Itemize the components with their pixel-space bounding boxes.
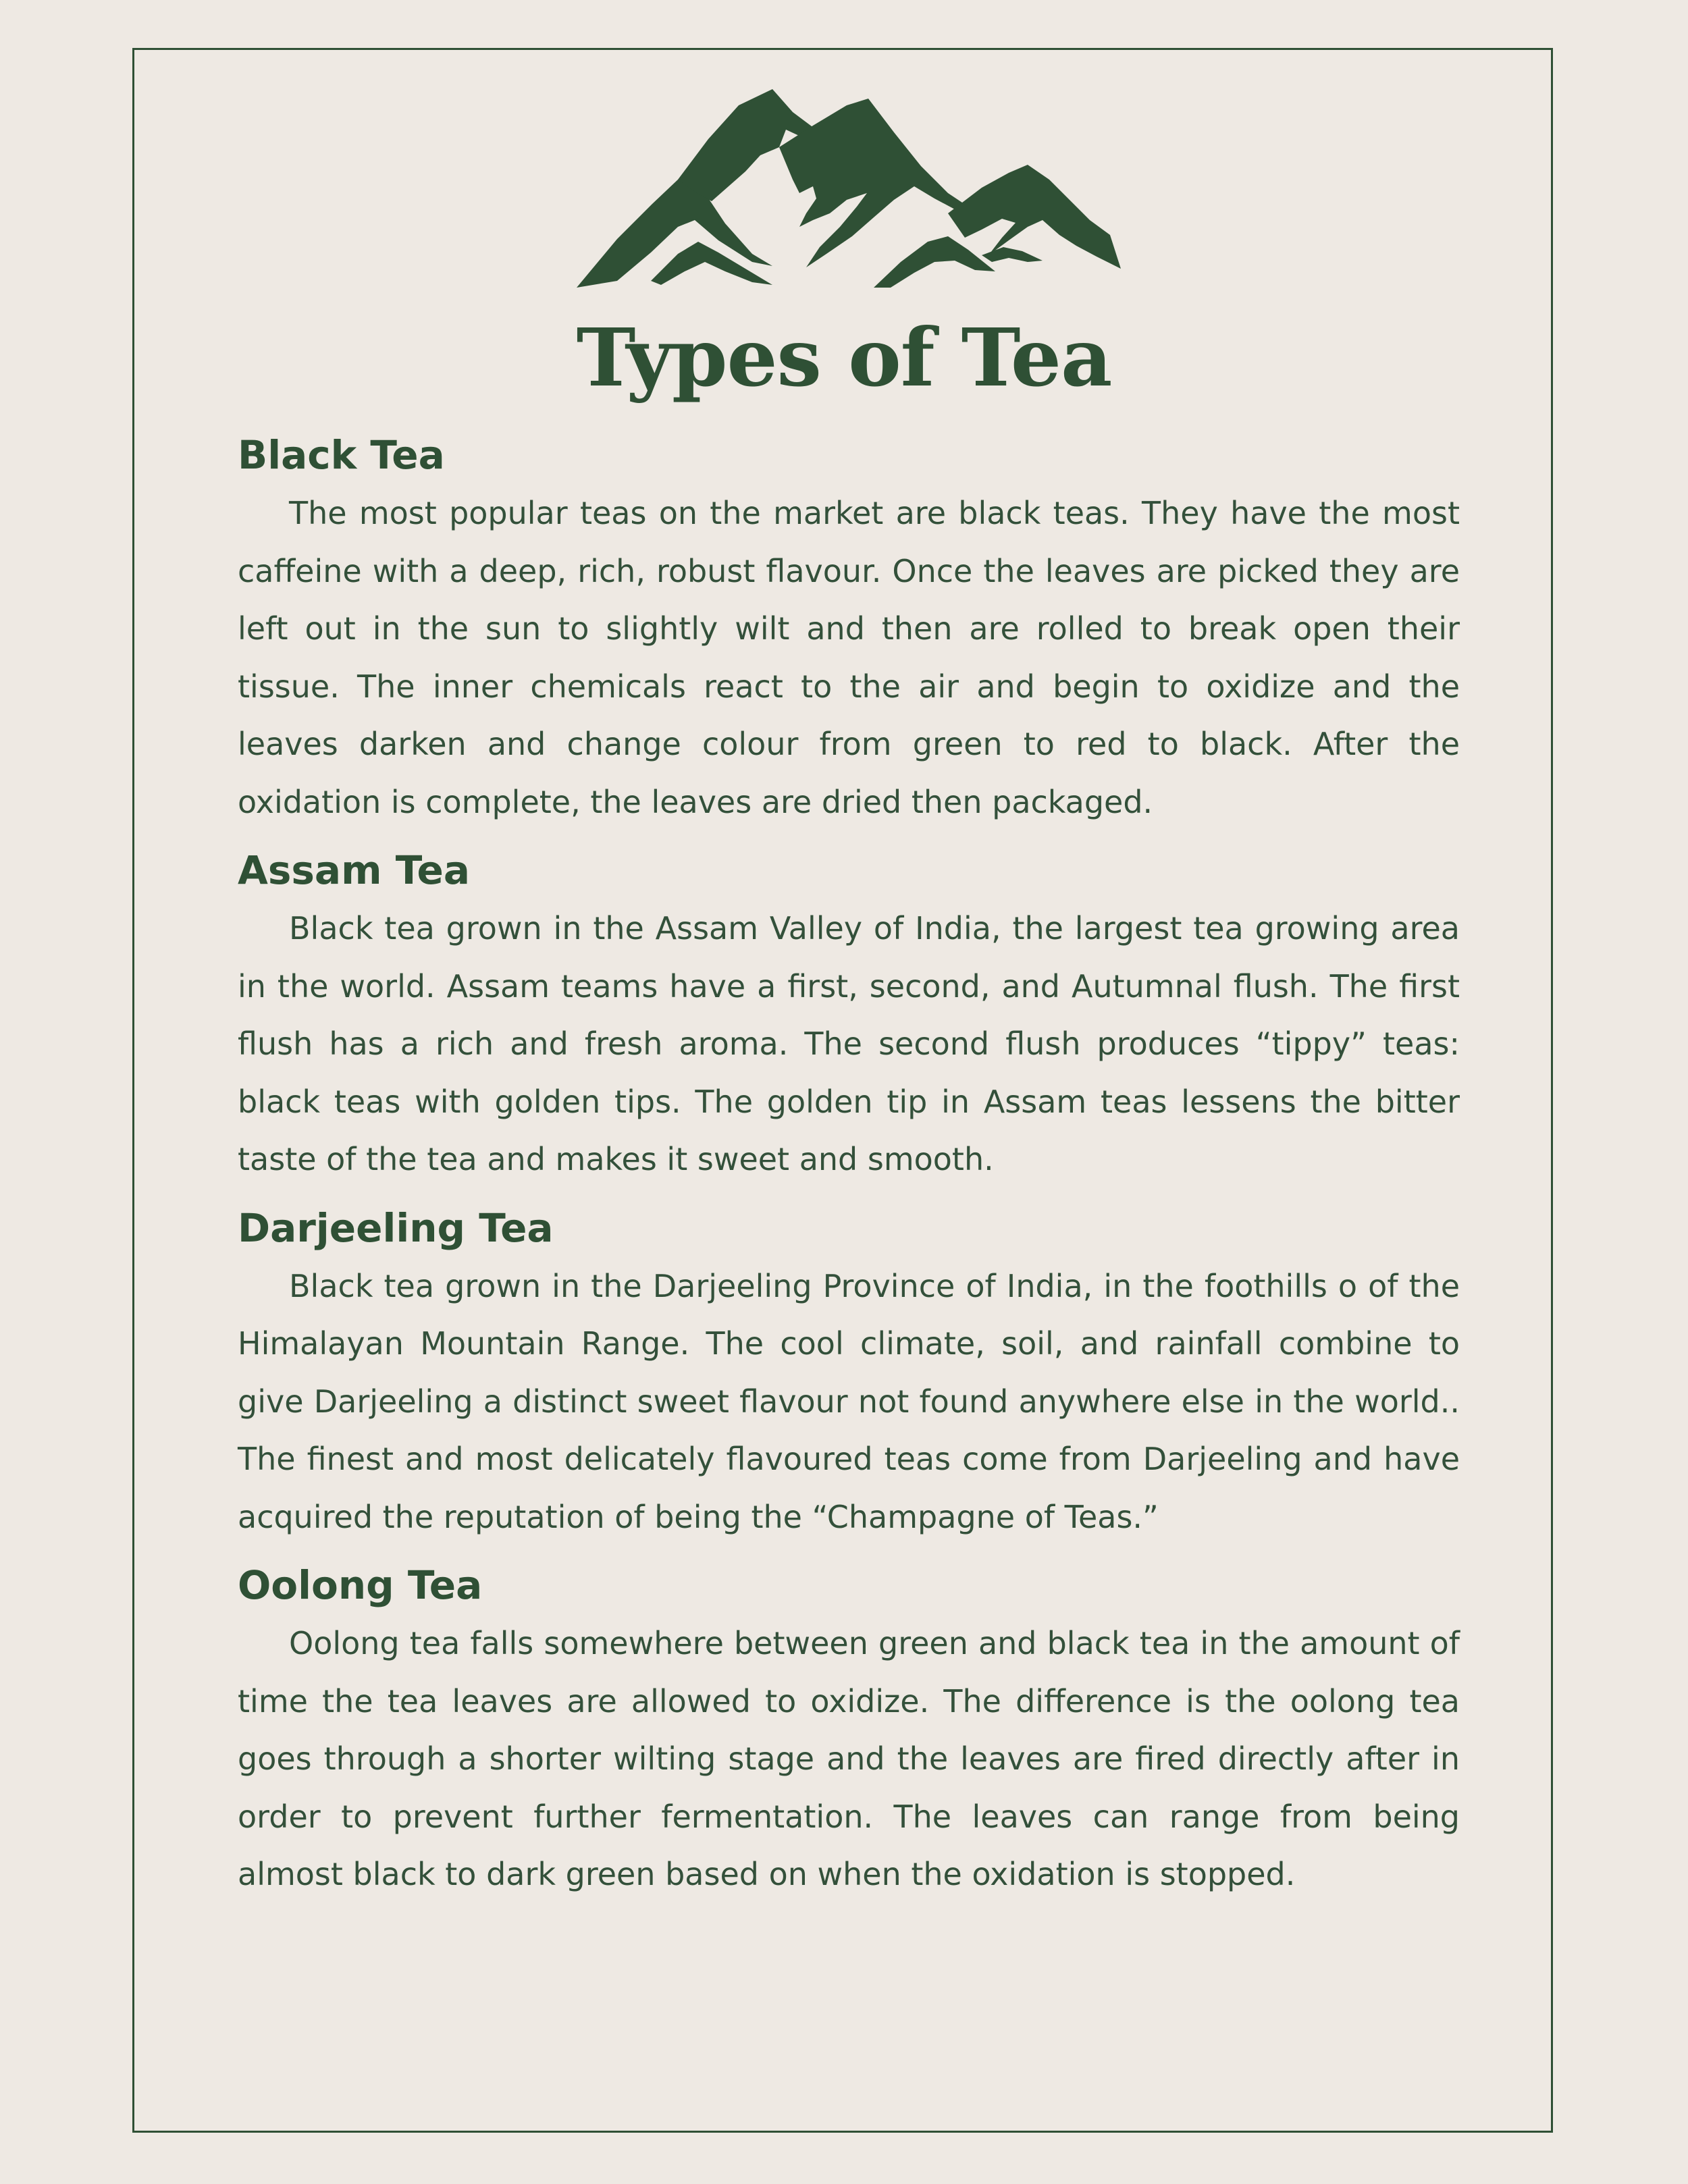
section-body: Oolong tea falls somewhere between green and black tea in the amount of time the tea leaves are allowed to oxidize. The difference is the oolong tea goes through a shorter wilting stage and the leaves are fired directly after in order to prevent further fermentation. The leaves can range from being almost black to dark green based on when the oxidation is stopped. [238,1625,1460,1892]
section-body: Black tea grown in the Assam Valley of India, the largest tea growing area in the world. Assam teams have a first, second, and Autumnal flush. The first flush has a rich and fresh aroma. The second flush produces “tippy” teas: black teas with golden tips. The golden tip in Assam teas lessens the bitter taste of the tea and makes it sweet and smooth. [238,910,1460,1177]
page-title: Types of Tea [576,311,1112,404]
tea-sections [238,425,1460,1913]
section-heading: Oolong Tea [238,1562,483,1608]
section-darjeeling-tea [238,1198,1460,1547]
mountain-range-icon [577,85,1121,294]
section-heading: Darjeeling Tea [238,1204,554,1251]
section-heading: Black Tea [238,432,445,478]
section-heading: Assam Tea [238,847,471,893]
section-body: Black tea grown in the Darjeeling Province of India, in the foothills o of the Himalayan Mountain Range. The cool climate, soil, and rainfall combine to give Darjeeling a distinct sweet flavour not found anywhere else in the world.. The finest and most delicately flavoured teas come from Darjeeling and have acquired the reputation of being the “Champagne of Teas.” [238,1267,1460,1535]
section-black-tea [238,425,1460,831]
section-body: The most popular teas on the market are black teas. They have the most caffeine with a deep, rich, robust flavour. Once the leaves are picked they are left out in the sun to slightly wilt and then are rolled to break open their tissue. The inner chemicals react to the air and begin to oxidize and the leaves darken and change colour from green to red to black. After the oxidation is complete, the leaves are dried then packaged. [238,495,1460,820]
section-oolong-tea [238,1555,1460,1904]
section-assam-tea [238,841,1460,1189]
